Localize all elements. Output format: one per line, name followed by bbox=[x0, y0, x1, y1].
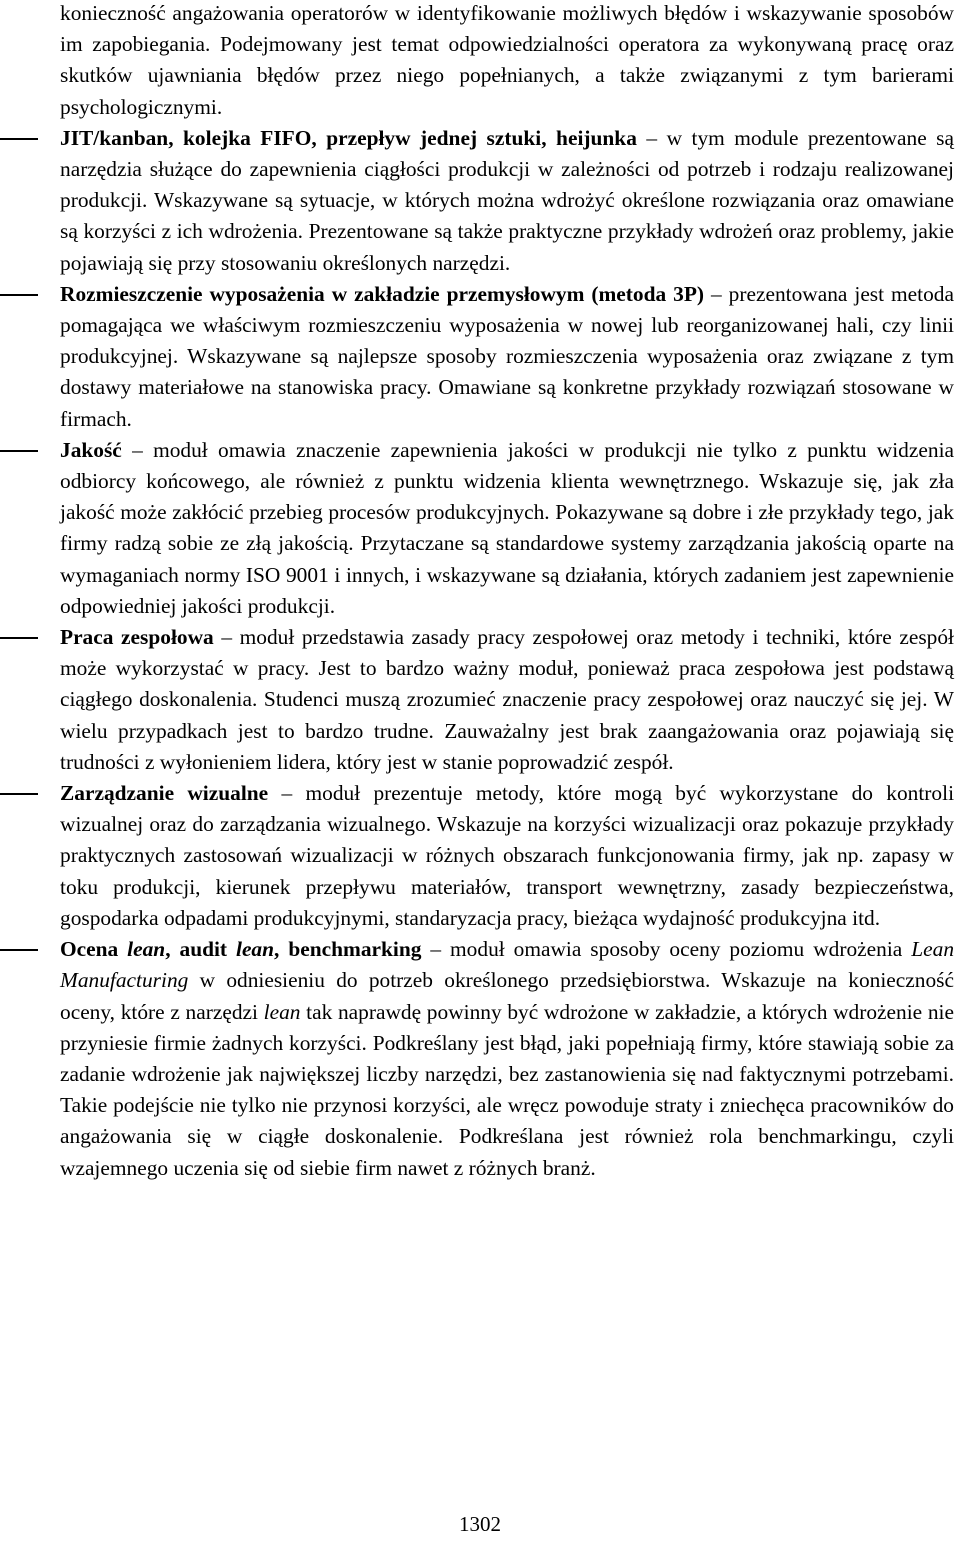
dash-bullet bbox=[0, 637, 38, 639]
list-item-title: Jakość bbox=[60, 437, 122, 462]
list-item-title: Ocena lean, audit lean, benchmarking bbox=[60, 937, 422, 962]
list-item-visual-management: Zarządzanie wizualne – moduł prezentuje metody, które mogą być wykorzystane do kontroli wizualnej oraz do zarządzania wizualnego. Wskazuje na korzyści wizualizacji oraz pokazuje przykłady praktycznych zastosowań wizualizacji w różnych obszarach funkcjonowania firmy, jak np. zapasy w toku produkcji, kierunek przepływu materiałów, transport wewnętrzny, zasady bezpieczeństwa, gospodarka odpadami produkcyjnymi, standaryzacja pracy, bieżąca wydajność produkcyjna itd. bbox=[0, 778, 960, 934]
list-item-title: Praca zespołowa bbox=[60, 625, 214, 650]
list-item-text: prezentowana jest metoda pomagająca we właściwym rozmieszczeniu wyposażenia w nowej lub reorganizowanej hali, czy linii produkcyjnej. Wskazywane są najlepsze sposoby rozmieszczenia wyposażenia oraz związane z tym dostawy materiałowe na stanowiska pracy. Omawiane są konkretne przykłady rozwiązań stosowane w firmach. bbox=[60, 281, 954, 431]
list-item-text: moduł omawia znaczenie zapewnienia jakości w produkcji nie tylko z punktu widzenia odbiorcy końcowego, ale również z punktu widzenia klienta wewnętrznego. Wskazuje się, jak zła jakość może zakłócić przebieg procesów produkcyjnych. Pokazywane są dobre i złe przykłady tego, jak firmy radzą sobie ze złą jakością. Przytaczane są standardowe systemy zarządzania jakością oparte na wymaganiach normy ISO 9001 i innych, i wskazywane są działania, których zadaniem jest zapewnienie odpowiedniej jakości produkcji. bbox=[60, 437, 954, 618]
list-item-lean-assessment: Ocena lean, audit lean, benchmarking – moduł omawia sposoby oceny poziomu wdrożenia Lean Manufacturing w odniesieniu do potrzeb określonego przedsiębiorstwa. Wskazuje na konieczność oceny, które z narzędzi lean tak naprawdę powinny być wdrożone w zakładzie, a których wdrożenie nie przyniesie firmie żadnych korzyści. Podkreślany jest błąd, jaki popełniają firmy, które stawiają sobie za zadanie wdrożenie jak największej liczby narzędzi, bez zastanowienia się nad faktycznymi potrzebami. Takie podejście nie tylko nie przynosi korzyści, ale wręcz powoduje straty i zniechęca pracowników do angażowania się w ciągłe doskonalenie. Podkreślana jest również rola benchmarkingu, czyli wzajemnego uczenia się od siebie firm nawet z różnych branż. bbox=[0, 934, 960, 1184]
list-item-text: moduł omawia sposoby oceny poziomu wdrożenia Lean Manufacturing w odniesieniu do potrzeb określonego przedsiębiorstwa. Wskazuje na konieczność oceny, które z narzędzi lean tak naprawdę powinny być wdrożone w zakładzie, a których wdrożenie nie przyniesie firmie żadnych korzyści. Podkreślany jest błąd, jaki popełniają firmy, które stawiają sobie za zadanie wdrożenie jak największej liczby narzędzi, bez zastanowienia się nad faktycznymi potrzebami. Takie podejście nie tylko nie przynosi korzyści, ale wręcz powoduje straty i zniechęca pracowników do angażowania się w ciągłe doskonalenie. Podkreślana jest również rola benchmarkingu, czyli wzajemnego uczenia się od siebie firm nawet z różnych branż. bbox=[60, 937, 955, 1180]
dash-bullet bbox=[0, 294, 38, 296]
dash-bullet bbox=[0, 793, 38, 795]
list-item-title: Rozmieszczenie wyposażenia w zakładzie przemysłowym (metoda 3P) bbox=[60, 281, 705, 306]
dash-bullet bbox=[0, 138, 38, 140]
list-item-quality: Jakość – moduł omawia znaczenie zapewnienia jakości w produkcji nie tylko z punktu widzenia odbiorcy końcowego, ale również z punktu widzenia klienta wewnętrznego. Wskazuje się, jak zła jakość może zakłócić przebieg procesów produkcyjnych. Pokazywane są dobre i złe przykłady tego, jak firmy radzą sobie ze złą jakością. Przytaczane są standardowe systemy zarządzania jakością oparte na wymaganiach normy ISO 9001 i innych, i wskazywane są działania, których zadaniem jest zapewnienie odpowiedniej jakości produkcji. bbox=[0, 435, 960, 622]
intro-paragraph: konieczność angażowania operatorów w identyfikowanie możliwych błędów i wskazywanie sposobów im zapobiegania. Podejmowany jest temat odpowiedzialności operatora za wykonywaną pracę oraz skutków ujawniania błędów przez niego popełnianych, a także związanymi z tym barierami psychologicznymi. bbox=[60, 1, 954, 119]
dash-bullet bbox=[0, 450, 38, 452]
list-item-text: moduł prezentuje metody, które mogą być wykorzystane do kontroli wizualnej oraz do zarządzania wizualnego. Wskazuje na korzyści wizualizacji oraz pokazuje przykłady praktycznych zastosowań wizualizacji w różnych obszarach funkcjonowania firmy, jak np. zapasy w toku produkcji, kierunek przepływu materiałów, transport wewnętrzny, zasady bezpieczeństwa, gospodarka odpadami produkcyjnymi, standaryzacja pracy, bieżąca wydajność produkcyjna itd. bbox=[60, 781, 955, 930]
list-item-teamwork: Praca zespołowa – moduł przedstawia zasady pracy zespołowej oraz metody i techniki, które zespół może wykorzystać w pracy. Jest to bardzo ważny moduł, ponieważ praca zespołowa jest podstawą ciągłego doskonalenia. Studenci muszą zrozumieć znaczenie pracy zespołowej oraz nauczyć się jej. W wielu przypadkach jest to bardzo trudne. Zauważalny jest brak zaangażowania oraz pojawiają się trudności z wyłonieniem lidera, który jest w stanie poprowadzić zespół. bbox=[0, 622, 960, 778]
list-item-text: moduł przedstawia zasady pracy zespołowej oraz metody i techniki, które zespół może wykorzystać w pracy. Jest to bardzo ważny moduł, ponieważ praca zespołowa jest podstawą ciągłego doskonalenia. Studenci muszą zrozumieć znaczenie pracy zespołowej oraz nauczyć się jej. W wielu przypadkach jest to bardzo trudne. Zauważalny jest brak zaangażowania oraz pojawiają się trudności z wyłonieniem lidera, który jest w stanie poprowadzić zespół. bbox=[60, 625, 955, 774]
list-item-title: JIT/kanban, kolejka FIFO, przepływ jednej sztuki, heijunka bbox=[60, 125, 637, 150]
list-item-title: Zarządzanie wizualne bbox=[60, 781, 269, 806]
dash-bullet bbox=[0, 949, 38, 951]
list-item-jit-kanban: JIT/kanban, kolejka FIFO, przepływ jednej sztuki, heijunka – w tym module prezentowane są narzędzia służące do zapewnienia ciągłości produkcji w zależności od potrzeb i rodzaju realizowanej produkcji. Wskazywane są sytuacje, w których można wdrożyć określone rozwiązania oraz omawiane są korzyści z ich wdrożenia. Prezentowane są także praktyczne przykłady wdrożeń oraz problemy, jakie pojawiają się przy stosowaniu określonych narzędzi. bbox=[0, 123, 960, 279]
list-item-text: w tym module prezentowane są narzędzia służące do zapewnienia ciągłości produkcji w zależności od potrzeb i rodzaju realizowanej produkcji. Wskazywane są sytuacje, w których można wdrożyć określone rozwiązania oraz omawiane są korzyści z ich wdrożenia. Prezentowane są także praktyczne przykłady wdrożeń oraz problemy, jakie pojawiają się przy stosowaniu określonych narzędzi. bbox=[60, 125, 954, 275]
page-number: 1302 bbox=[459, 1512, 501, 1536]
list-item-3p-layout: Rozmieszczenie wyposażenia w zakładzie przemysłowym (metoda 3P) – prezentowana jest metoda pomagająca we właściwym rozmieszczeniu wyposażenia w nowej lub reorganizowanej hali, czy linii produkcyjnej. Wskazywane są najlepsze sposoby rozmieszczenia wyposażenia oraz związane z tym dostawy materiałowe na stanowiska pracy. Omawiane są konkretne przykłady rozwiązań stosowane w firmach. bbox=[0, 279, 960, 435]
